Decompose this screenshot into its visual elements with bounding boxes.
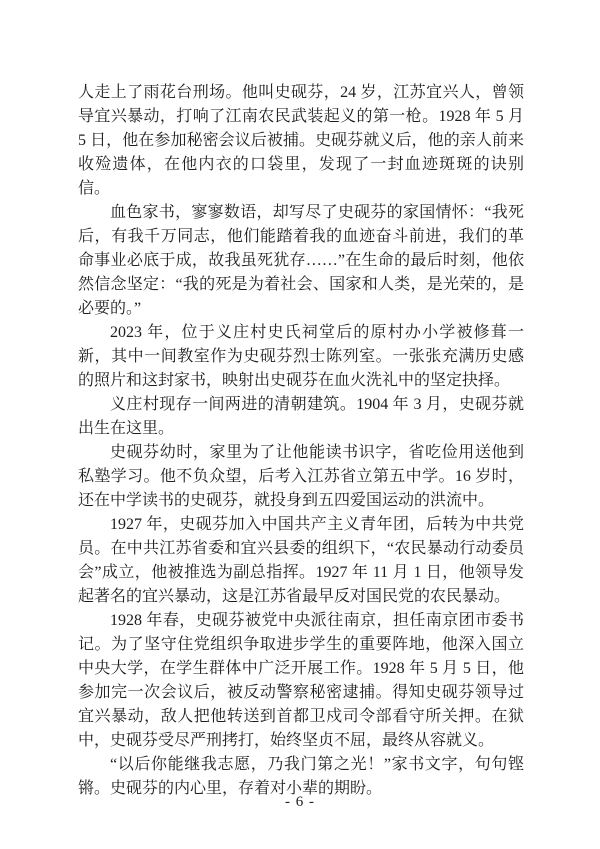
paragraph: 史砚芬幼时，家里为了让他能读书识字，省吃俭用送他到私塾学习。他不负众望，后考入江苏省立第五中学。16 岁时，还在中学读书的史砚芬，就投身到五四爱国运动的洪流中。 bbox=[78, 444, 524, 509]
paragraph: “以后你能继我志愿，乃我门第之光！”家书文字，句句铿锵。史砚芬的内心里，存着对小辈的期盼。 bbox=[78, 756, 524, 797]
page-number: - 6 - bbox=[285, 794, 315, 810]
paragraph: 血色家书，寥寥数语，却写尽了史砚芬的家国情怀：“我死后，有我千万同志，他们能踏着我的血迹奋斗前进，我们的革命事业必底于成，故我虽死犹存……”在生命的最后时刻，他依然信念坚定：“我的死是为着社会、国家和人类，是光荣的，是必要的。” bbox=[78, 204, 524, 317]
body-text bbox=[78, 81, 524, 801]
paragraph: 2023 年，位于义庄村史氏祠堂后的原村办小学被修葺一新，其中一间教室作为史砚芬烈士陈列室。一张张充满历史感的照片和这封家书，映射出史砚芬在血火洗礼中的坚定抉择。 bbox=[78, 324, 524, 389]
paragraph: 义庄村现存一间两进的清朝建筑。1904 年 3 月，史砚芬就出生在这里。 bbox=[78, 396, 524, 437]
paragraph: 1928 年春，史砚芬被党中央派往南京，担任南京团市委书记。为了坚守住党组织争取进步学生的重要阵地，他深入国立中央大学，在学生群体中广泛开展工作。1928 年 5 月 5 日，他参加完一次会议后，被反动警察秘密逮捕。得知史砚芬领导过宜兴暴动，敌人把他转送到首都卫戍司令部看守所关押。在狱中，史砚芬受尽严刑拷打，始终坚贞不屈，最终从容就义。 bbox=[78, 612, 524, 749]
paragraph: 1927 年，史砚芬加入中国共产主义青年团，后转为中共党员。在中共江苏省委和宜兴县委的组织下，“农民暴动行动委员会”成立，他被推选为副总指挥。1927 年 11 月 1 日，他领导发起著名的宜兴暴动，这是江苏省最早反对国民党的农民暴动。 bbox=[78, 516, 524, 605]
paragraph: 人走上了雨花台刑场。他叫史砚芬，24 岁，江苏宜兴人，曾领导宜兴暴动，打响了江南农民武装起义的第一枪。1928 年 5 月 5 日，他在参加秘密会议后被捕。史砚芬就义后，他的亲人前来收殓遗体，在他内衣的口袋里，发现了一封血迹斑斑的诀别信。 bbox=[78, 84, 524, 197]
